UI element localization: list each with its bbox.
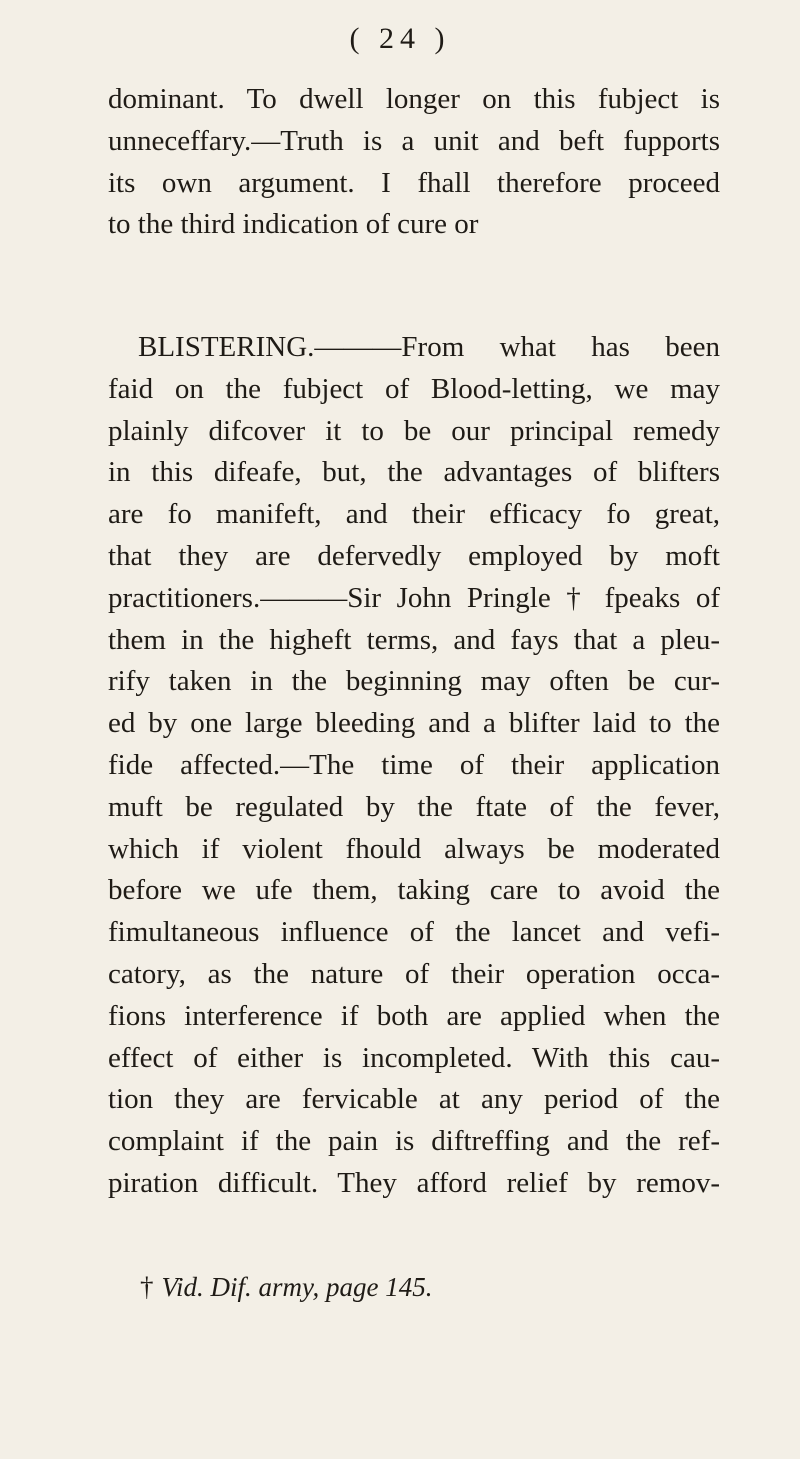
text-line: its own argument. I fhall therefore proceed — [108, 166, 720, 199]
footnote — [140, 1272, 432, 1303]
text-line: muft be regulated by the ftate of the fever, — [108, 790, 720, 823]
text-line: ed by one large bleeding and a blifter laid to the — [108, 707, 720, 740]
text-line: them in the higheft terms, and fays that a pleu- — [108, 623, 720, 656]
text-line: which if violent fhould always be moderated — [108, 832, 720, 865]
text-line: unneceffary.—Truth is a unit and beft fupports — [108, 124, 720, 157]
text-line: faid on the fubject of Blood-letting, we may — [108, 372, 720, 405]
paragraph-continuation — [108, 79, 720, 246]
text-line: tion they are fervicable at any period of the — [108, 1083, 720, 1116]
paragraph-blistering — [108, 327, 720, 1205]
text-line: to the third indication of cure or — [108, 208, 479, 241]
text-line: dominant. To dwell longer on this fubject is — [108, 83, 720, 115]
text-line: in this difeafe, but, the advantages of blifters — [108, 456, 720, 489]
text-line: BLISTERING.———From what has been — [138, 331, 720, 363]
text-line: that they are defervedly employed by moft — [108, 539, 720, 572]
text-line: effect of either is incompleted. With this cau- — [108, 1041, 720, 1074]
text-line: complaint if the pain is diftreffing and the ref- — [108, 1125, 720, 1158]
text-line: fimultaneous influence of the lancet and vefi- — [108, 916, 720, 949]
footnote-mark: † — [140, 1272, 154, 1302]
text-line: practitioners.———Sir John Pringle † fpeaks of — [108, 581, 720, 614]
text-line: catory, as the nature of their operation occa- — [108, 957, 720, 990]
text-line: before we ufe them, taking care to avoid the — [108, 874, 720, 907]
text-line: piration difficult. They afford relief by remov- — [108, 1166, 720, 1199]
text-line: fide affected.—The time of their application — [108, 748, 720, 781]
text-line: fions interference if both are applied when the — [108, 999, 720, 1032]
text-line: plainly difcover it to be our principal remedy — [108, 414, 720, 447]
page-number-header: ( 24 ) — [349, 22, 451, 55]
text-line: are fo manifeft, and their efficacy fo great, — [108, 498, 720, 531]
footnote-text: Vid. Dif. army, page 145. — [161, 1272, 433, 1302]
text-line: rify taken in the beginning may often be cur- — [108, 665, 720, 698]
